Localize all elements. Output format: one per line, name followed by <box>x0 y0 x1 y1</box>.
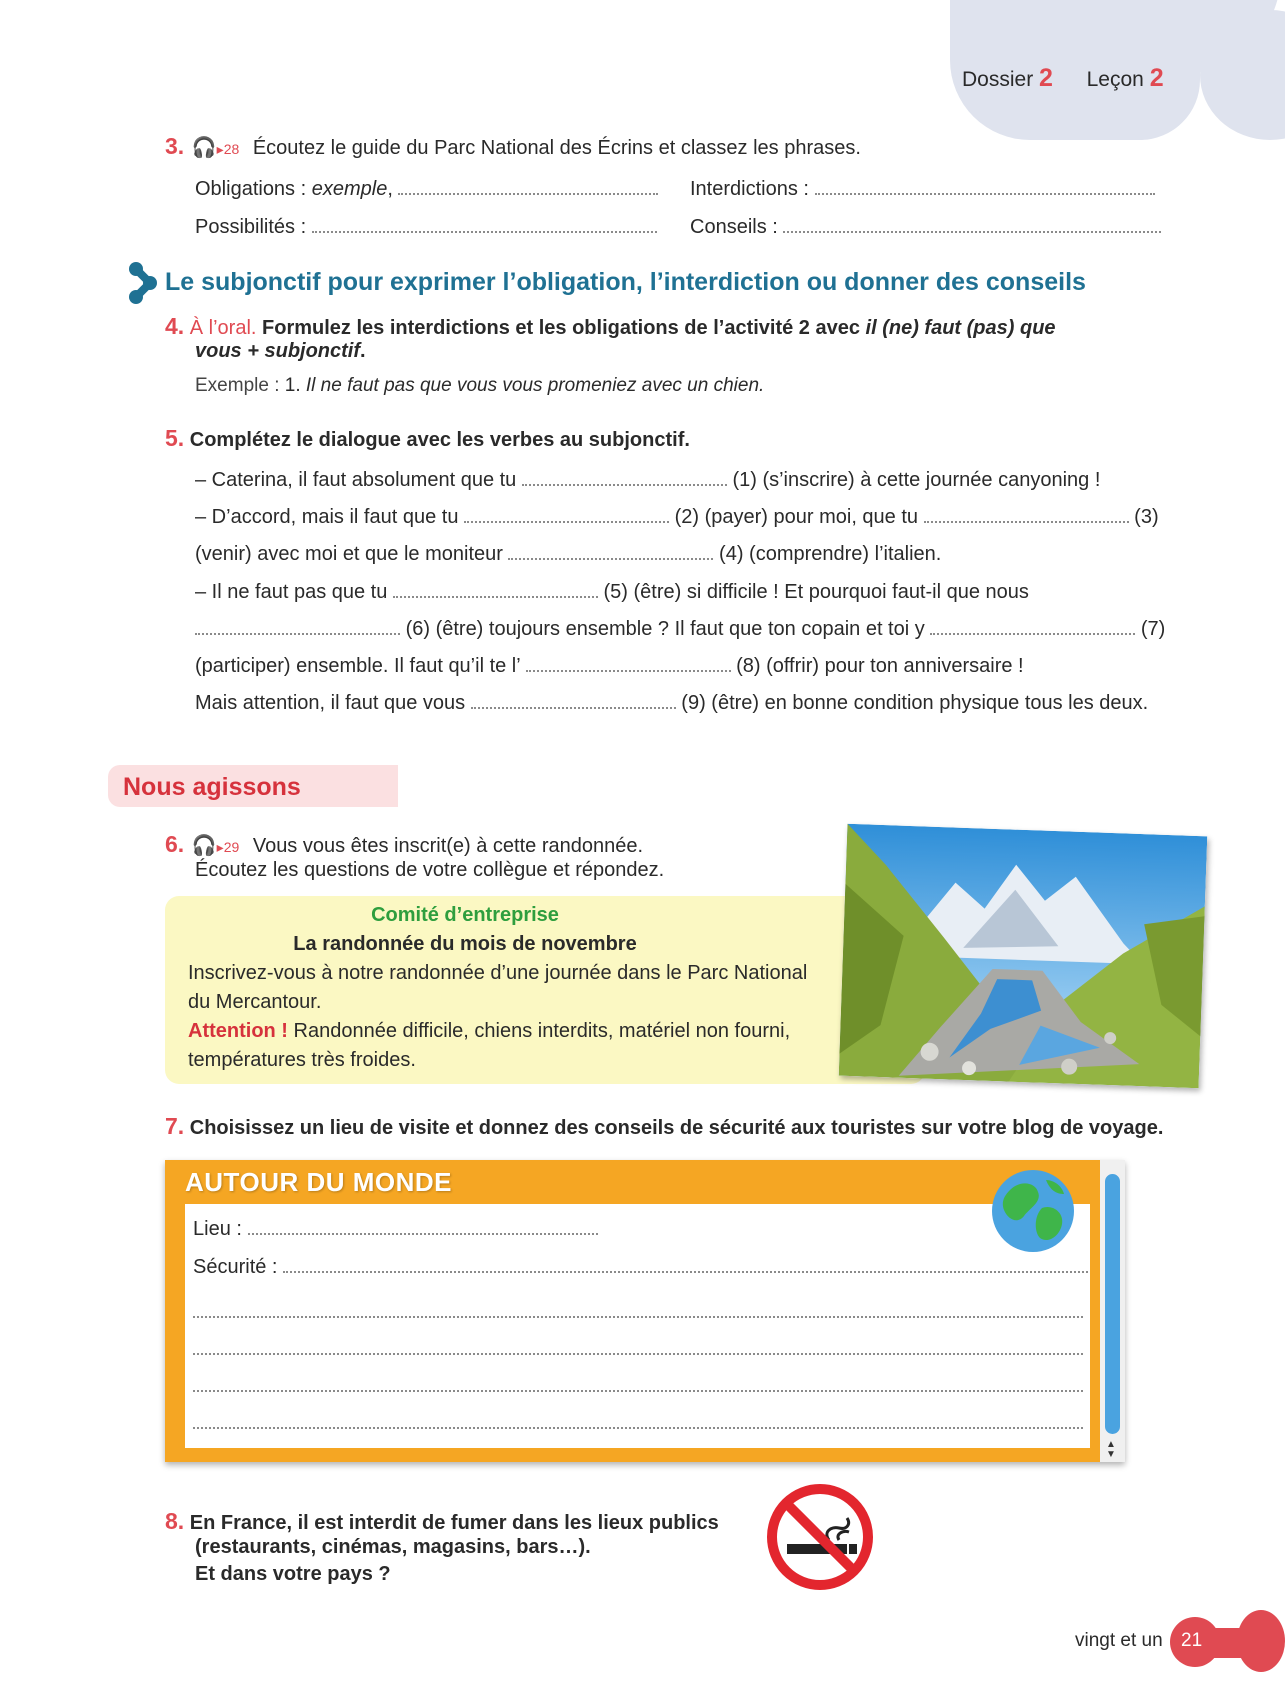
ex3-track: 28 <box>223 141 240 157</box>
ex5-heading: 5. Complétez le dialogue avec les verbes au subjonctif. <box>165 425 690 451</box>
securite-blank-2[interactable] <box>193 1315 1083 1318</box>
ex8-heading: 8. En France, il est interdit de fumer dans les lieux publics <box>165 1508 719 1534</box>
ex5-line-1: – Caterina, il faut absolument que tu (1) (s’inscrire) à cette journée canyoning ! <box>195 469 1101 491</box>
blank-9[interactable] <box>471 706 676 709</box>
ex4-example: Exemple : 1. Il ne faut pas que vous vous promeniez avec un chien. <box>195 375 765 396</box>
ex3-example: exemple <box>311 178 388 200</box>
blank-7[interactable] <box>930 632 1135 635</box>
ex5-line-3: (venir) avec moi et que le moniteur (4) (comprendre) l’italien. <box>195 543 942 565</box>
lecon-number: 2 <box>1149 64 1164 92</box>
header-breadcrumb <box>962 64 1164 93</box>
securite-blank-4[interactable] <box>193 1389 1083 1392</box>
scrollbar-thumb[interactable] <box>1105 1174 1120 1434</box>
ex5-line-6: (participer) ensemble. Il faut qu’il te l’ (8) (offrir) pour ton anniversaire ! <box>195 655 1024 677</box>
conseils-blank[interactable] <box>783 230 1161 233</box>
blank-4[interactable] <box>508 557 713 560</box>
lieu-field: Lieu : <box>193 1218 598 1241</box>
blank-8[interactable] <box>526 669 731 672</box>
obligations-blank[interactable] <box>398 192 658 195</box>
ex8-line-3: Et dans votre pays ? <box>195 1563 391 1585</box>
ex3-number: 3. <box>165 133 185 159</box>
blank-3[interactable] <box>924 520 1129 523</box>
ex5-line-4: – Il ne faut pas que tu (5) (être) si difficile ! Et pourquoi faut-il que nous <box>195 581 1029 603</box>
nous-agissons-banner <box>108 765 398 807</box>
blog-title: AUTOUR DU MONDE <box>185 1167 453 1197</box>
notice-subtitle: La randonnée du mois de novembre <box>293 933 637 955</box>
blank-5[interactable] <box>393 595 598 598</box>
interdictions-blank[interactable] <box>815 192 1155 195</box>
blog-content <box>185 1204 1090 1448</box>
committee-notice: Comité d’entreprise La randonnée du mois de novembre Inscrivez-vous à notre randonnée d’une journée dans le Parc National du Mercantour. Attention ! Randonnée difficile, chiens interdits, matériel non fourni, températures très froides. <box>165 896 925 1084</box>
section-arrow-icon <box>125 260 161 306</box>
ex5-line-7: Mais attention, il faut que vous (9) (être) en bonne condition physique tous les deux. <box>195 692 1149 714</box>
securite-field: Sécurité : <box>193 1256 1088 1279</box>
nous-agissons-title: Nous agissons <box>123 773 301 801</box>
ex3-heading <box>165 133 861 160</box>
globe-icon <box>990 1168 1076 1254</box>
ex3-obligations: Obligations : exemple, <box>195 178 658 201</box>
lieu-blank[interactable] <box>248 1232 598 1235</box>
ex6-number: 6. <box>165 831 185 857</box>
ex7-number: 7. <box>165 1113 185 1139</box>
ex3-interdictions: Interdictions : <box>690 178 1155 201</box>
lecon-label: Leçon <box>1086 68 1144 91</box>
ex3-instruction: Écoutez le guide du Parc National des Écrins et classez les phrases. <box>252 137 861 159</box>
page-words: vingt et un <box>1075 1630 1163 1651</box>
ex4-oral: À l’oral. <box>189 317 257 339</box>
ex6-track: 29 <box>223 839 240 855</box>
blog-window <box>165 1160 1125 1462</box>
dossier-label: Dossier <box>962 68 1034 91</box>
ex6-heading: 6. 🎧▸29 Vous vous êtes inscrit(e) à cette randonnée. <box>165 831 644 857</box>
blank-1[interactable] <box>522 483 727 486</box>
ex8-number: 8. <box>165 1508 185 1534</box>
ex7-heading: 7. Choisissez un lieu de visite et donnez des conseils de sécurité aux touristes sur votre blog de voyage. <box>165 1113 1164 1139</box>
ex4-number: 4. <box>165 313 185 339</box>
ex3-possibilites: Possibilités : <box>195 216 657 239</box>
no-smoking-icon <box>765 1482 875 1592</box>
ex6-heading-cont: Écoutez les questions de votre collègue et répondez. <box>195 859 665 881</box>
section-subjonctif-title: Le subjonctif pour exprimer l’obligation, l’interdiction ou donner des conseils <box>165 268 1086 296</box>
attention-label: Attention ! <box>188 1020 288 1042</box>
securite-blank-3[interactable] <box>193 1352 1083 1355</box>
scroll-arrows-icon[interactable]: ▲ ▼ <box>1106 1439 1116 1460</box>
headphones-icon: 🎧▸29 <box>191 835 240 857</box>
blank-6[interactable] <box>195 632 400 635</box>
mountain-photo <box>839 824 1208 1088</box>
blog-scrollbar[interactable] <box>1100 1160 1125 1462</box>
notice-title: Comité d’entreprise <box>371 904 559 926</box>
ex4-heading-cont: vous + subjonctif. <box>195 340 366 362</box>
blank-2[interactable] <box>464 520 669 523</box>
ex5-line-5: (6) (être) toujours ensemble ? Il faut que ton copain et toi y (7) <box>195 618 1165 641</box>
possibilites-blank[interactable] <box>312 230 657 233</box>
ex8-line-2: (restaurants, cinémas, magasins, bars…). <box>195 1536 591 1558</box>
securite-blank-1[interactable] <box>283 1270 1088 1273</box>
ex4-heading: 4. À l’oral. Formulez les interdictions et les obligations de l’activité 2 avec il (ne) faut (pas) que <box>165 313 1056 339</box>
page-number: 21 <box>1181 1630 1203 1651</box>
dossier-number: 2 <box>1039 64 1053 92</box>
securite-blank-5[interactable] <box>193 1426 1083 1429</box>
ex3-conseils: Conseils : <box>690 216 1161 239</box>
page-number-blob-end <box>1237 1610 1285 1672</box>
headphones-icon: 🎧▸28 <box>191 137 240 159</box>
ex5-number: 5. <box>165 425 185 451</box>
ex5-line-2: – D’accord, mais il faut que tu (2) (payer) pour moi, que tu (3) <box>195 506 1159 528</box>
